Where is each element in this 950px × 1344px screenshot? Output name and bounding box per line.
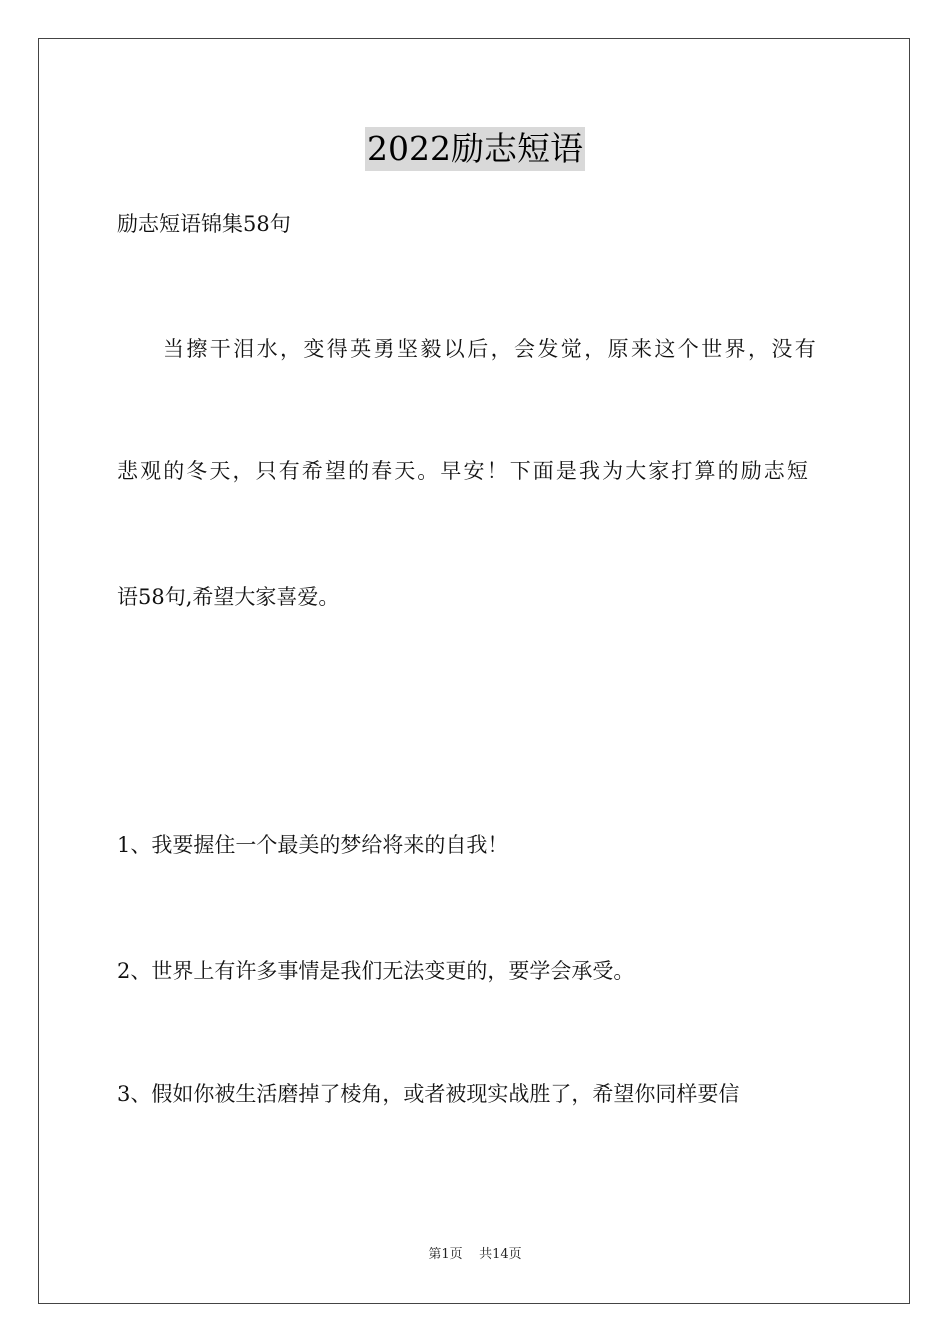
- list-item-3: 3、假如你被生活磨掉了棱角，或者被现实战胜了，希望你同样要信: [117, 1082, 740, 1106]
- list-item-1: 1、我要握住一个最美的梦给将来的自我！: [117, 833, 509, 857]
- title-container: [0, 127, 950, 171]
- intro-line-3: 语58句,希望大家喜爱。: [117, 585, 340, 609]
- list-item-2: 2、世界上有许多事情是我们无法变更的，要学会承受。: [117, 959, 635, 983]
- subtitle: 励志短语锦集58句: [117, 212, 291, 236]
- page-footer: [0, 1246, 950, 1264]
- intro-line-1: 当擦干泪水，变得英勇坚毅以后，会发觉，原来这个世界，没有: [163, 337, 819, 361]
- page-number: 第1页: [428, 1247, 463, 1262]
- intro-line-2: 悲观的冬天，只有希望的春天。早安！下面是我为大家打算的励志短: [117, 459, 810, 483]
- page-total: 共14页: [479, 1247, 522, 1262]
- document-title: 2022励志短语: [365, 127, 585, 171]
